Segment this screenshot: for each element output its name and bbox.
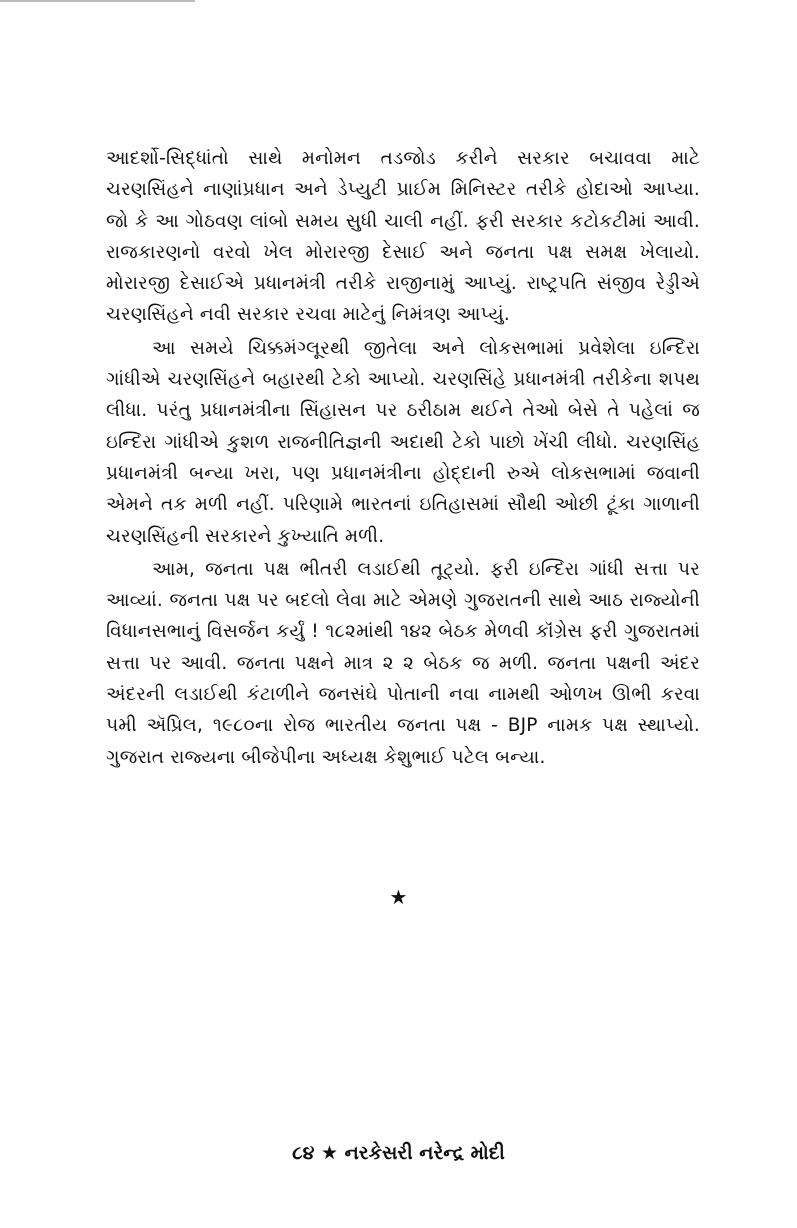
paragraph-2: આ સમયે ચિક્કમંગ્લૂરથી જીતેલા અને લોકસભામાં પ્રવેશેલા ઇન્દિરા ગાંધીએ ચરણસિંહને બહારથી ટેકો આપ્યો. ચરણસિંહે પ્રધાનમંત્રી તરીકેના શપથ લીધા. પરંતુ પ્રધાનમંત્રીના સિંહાસન પર ઠરીઠામ થઈને તેઓ બેસે તે પહેલાં જ ઇન્દિરા ગાંધીએ કુશળ રાજનીતિજ્ઞની અદાથી ટેકો પાછો ખેંચી લીધો. ચરણસિંહ પ્રધાનમંત્રી બન્યા ખરા, પણ પ્રધાનમંત્રીના હોદ્દાની રુએ લોકસભામાં જવાની એમને તક મળી નહીં. પરિણામે ભારતનાં ઇતિહાસમાં સૌથી ઓછી ટૂંકા ગાળાની ચરણસિંહની સરકારને કુખ્યાતિ મળી. xyxy=(106,337,700,547)
top-rule xyxy=(0,0,195,2)
page-body xyxy=(106,143,700,773)
page-footer: ૮૪ ★ નરકેસરી નરેન્દ્ર મોદી xyxy=(292,1142,505,1164)
section-separator-star: ★ xyxy=(389,885,408,909)
paragraph-3: આમ, જનતા પક્ષ ભીતરી લડાઈથી તૂટ્યો. ફરી ઇન્દિરા ગાંધી સત્તા પર આવ્યાં. જનતા પક્ષ પર બદલો લેવા માટે એમણે ગુજરાતની સાથે આઠ રાજ્યોની વિધાનસભાનું વિસર્જન કર્યું ! ૧૮૨માંથી ૧૪૨ બેઠક મેળવી કૉંગ્રેસ ફરી ગુજરાતમાં સત્તા પર આવી. જનતા પક્ષને માત્ર ૨ ૨ બેઠક જ મળી. જનતા પક્ષની અંદર અંદરની લડાઈથી કંટાળીને જનસંઘે પોતાની નવા નામથી ઓળખ ઊભી કરવા ૫મી ઍપ્રિલ, ૧૯૮૦ના રોજ ભારતીય જનતા પક્ષ - BJP નામક પક્ષ સ્થાપ્યો. ગુજરાત રાજ્યના બીજેપીના અધ્યક્ષ કેશુભાઈ પટેલ બન્યા. xyxy=(106,558,700,768)
paragraph-1: આદર્શો-સિદ્ધાંતો સાથે મનોમન તડજોડ કરીને સરકાર બચાવવા માટે ચરણસિંહને નાણાંપ્રધાન અને ડેપ્યુટી પ્રાઈમ મિનિસ્ટર તરીકે હોદાઓ આપ્યા. જો કે આ ગોઠવણ લાંબો સમય સુધી ચાલી નહીં. ફરી સરકાર કટોકટીમાં આવી. રાજકારણનો વરવો ખેલ મોરારજી દેસાઈ અને જનતા પક્ષ સમક્ષ ખેલાયો. મોરારજી દેસાઈએ પ્રધાનમંત્રી તરીકે રાજીનામું આપ્યું. રાષ્ટ્રપતિ સંજીવ રેડ્ડીએ ચરણસિંહને નવી સરકાર રચવા માટેનું નિમંત્રણ આપ્યું. xyxy=(106,148,700,326)
